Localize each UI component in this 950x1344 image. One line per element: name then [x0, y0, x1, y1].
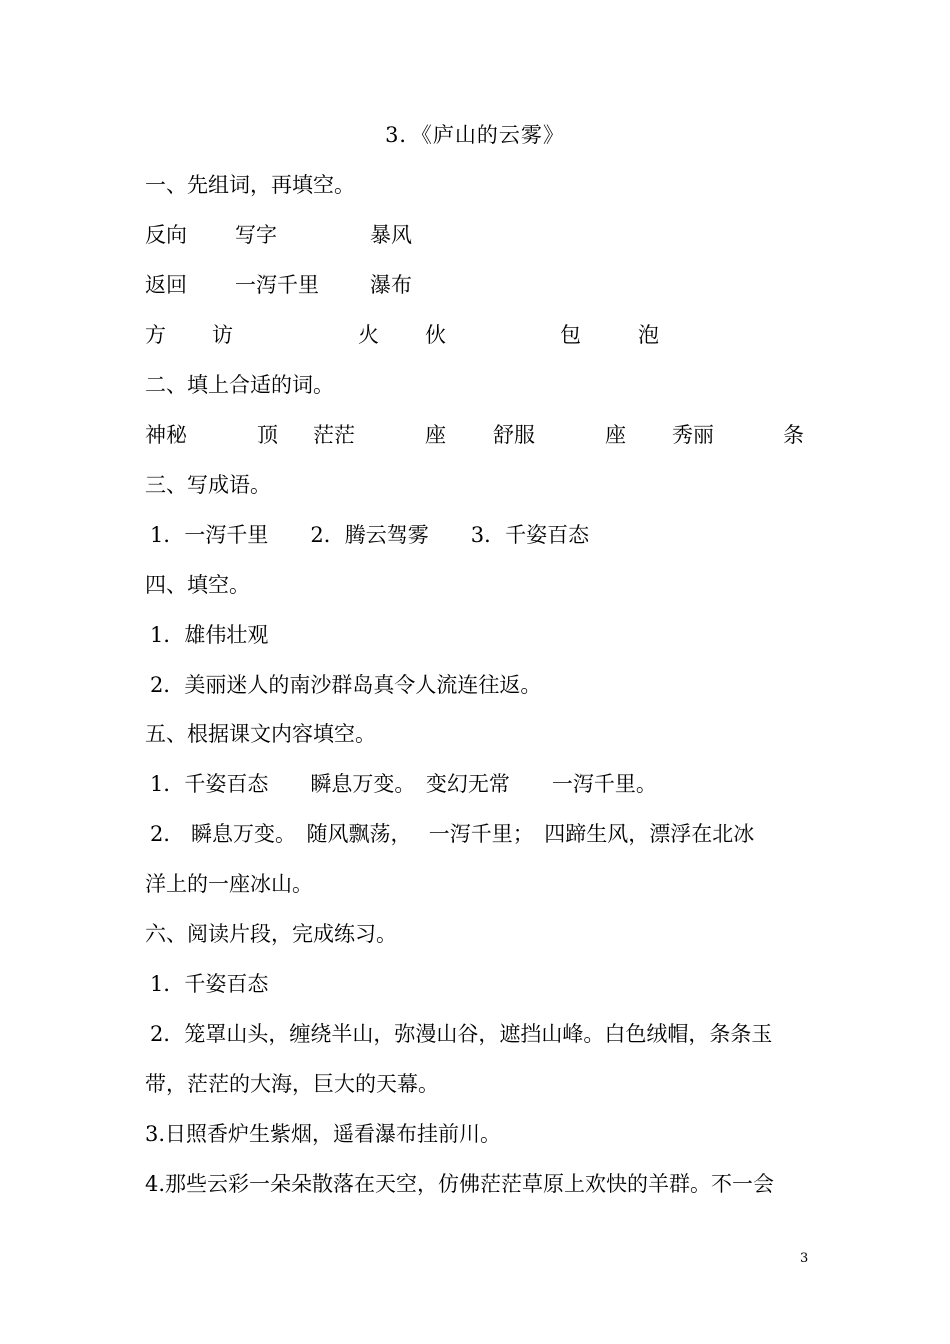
char: 泡	[638, 323, 659, 347]
section-2-heading: 二、填上合适的词。	[145, 373, 334, 397]
char: 火	[358, 323, 379, 347]
s4-answer-1: 1．雄伟壮观	[150, 623, 269, 647]
word: 秀丽	[672, 423, 714, 447]
word: 座	[425, 423, 446, 447]
word: 座	[605, 423, 626, 447]
s5-answer-1: 1．千姿百态 瞬息万变。 变幻无常 一泻千里。	[150, 772, 657, 796]
word: 瀑布	[370, 273, 412, 297]
section-6-heading: 六、阅读片段，完成练习。	[145, 922, 397, 946]
page-title: 3．《庐山的云雾》	[385, 123, 565, 147]
char: 包	[560, 323, 581, 347]
s6-answer-3: 3.日照香炉生紫烟，遥看瀑布挂前川。	[145, 1122, 502, 1146]
word: 茫茫	[313, 423, 355, 447]
s2-row	[0, 420, 950, 450]
s6-answer-2-cont: 带，茫茫的大海，巨大的天幕。	[145, 1072, 439, 1096]
s1-row-2	[0, 270, 950, 300]
word: 一泻千里	[235, 273, 319, 297]
char: 访	[212, 323, 233, 347]
s5-answer-2-cont: 洋上的一座冰山。	[145, 872, 313, 896]
s4-answer-2: 2．美丽迷人的南沙群岛真令人流连往返。	[150, 673, 542, 697]
word: 暴风	[370, 223, 412, 247]
word: 返回	[145, 273, 187, 297]
section-5-heading: 五、根据课文内容填空。	[145, 722, 376, 746]
page-number: 3	[800, 1251, 809, 1266]
s1-row-3	[0, 320, 950, 350]
s6-answer-1: 1．千姿百态	[150, 972, 269, 996]
char: 方	[145, 323, 166, 347]
word: 写字	[235, 223, 277, 247]
section-3-heading: 三、写成语。	[145, 473, 271, 497]
char: 伙	[425, 323, 446, 347]
s1-row-1	[0, 220, 950, 250]
word: 顶	[257, 423, 278, 447]
s6-answer-2: 2．笼罩山头，缠绕半山，弥漫山谷，遮挡山峰。白色绒帽，条条玉	[150, 1022, 773, 1046]
s6-answer-4: 4.那些云彩一朵朵散落在天空，仿佛茫茫草原上欢快的羊群。不一会	[145, 1172, 775, 1196]
word: 条	[783, 423, 804, 447]
word: 舒服	[493, 423, 535, 447]
word: 神秘	[145, 423, 187, 447]
section-4-heading: 四、填空。	[145, 573, 250, 597]
s5-answer-2: 2． 瞬息万变。 随风飘荡， 一泻千里； 四蹄生风，漂浮在北冰	[150, 822, 755, 846]
word: 反向	[145, 223, 187, 247]
s3-answer: 1．一泻千里 2．腾云驾雾 3．千姿百态	[150, 523, 590, 547]
section-1-heading: 一、先组词，再填空。	[145, 173, 355, 197]
